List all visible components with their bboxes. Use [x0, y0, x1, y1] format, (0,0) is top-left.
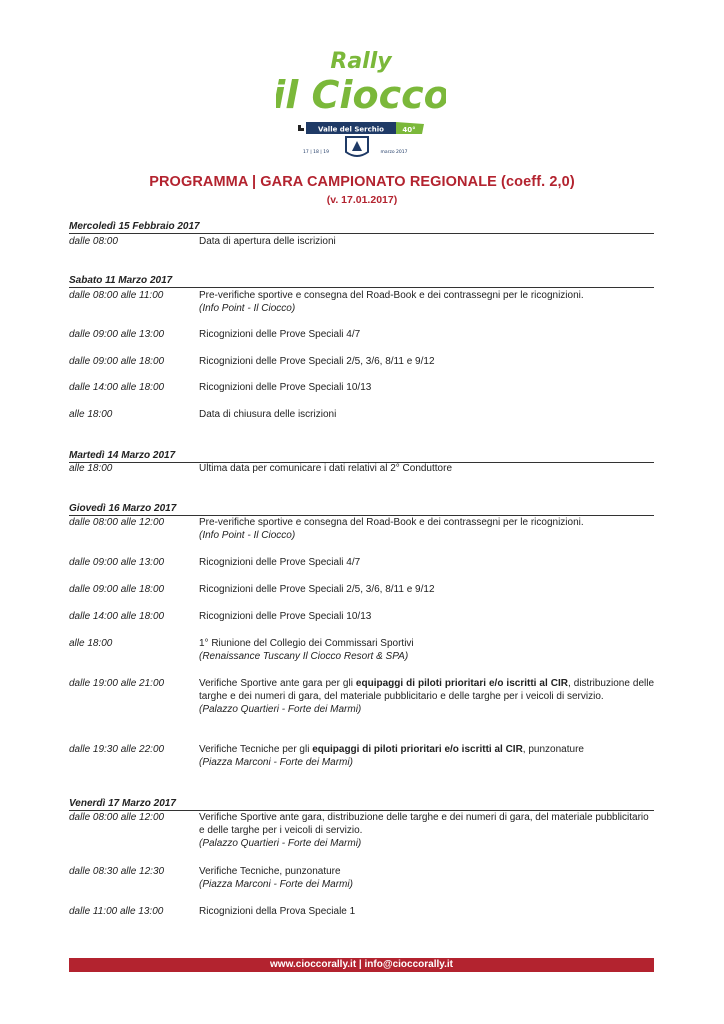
- logo-edition: 40°: [402, 126, 416, 134]
- row-time: dalle 08:00 alle 11:00: [69, 290, 164, 301]
- row-time: alle 18:00: [69, 638, 113, 649]
- row-time: dalle 11:00 alle 13:00: [69, 906, 164, 917]
- day-section: [69, 797, 654, 917]
- row-text-pre: Verifiche Tecniche per gli: [199, 744, 313, 755]
- row-time: dalle 09:00 alle 18:00: [69, 584, 165, 595]
- row-text: Ricognizioni delle Prove Speciali 10/13: [199, 611, 372, 622]
- row-text: Ricognizioni delle Prove Speciali 2/5, 3/6, 8/11 e 9/12: [199, 584, 435, 595]
- row-text-bold: equipaggi di piloti prioritari e/o iscritti al CIR: [355, 678, 568, 689]
- row-text-post: , punzonature: [522, 744, 584, 755]
- version-label: (v. 17.01.2017): [326, 194, 398, 206]
- logo-line2: il Ciocco: [276, 73, 446, 117]
- rally-logo: [276, 44, 446, 164]
- row-time: dalle 14:00 alle 18:00: [69, 382, 165, 393]
- row-text-bold: equipaggi di piloti prioritari e/o iscritti al CIR: [312, 744, 523, 755]
- row-place: (Piazza Marconi - Forte dei Marmi): [199, 757, 353, 769]
- row-time: dalle 08:30 alle 12:30: [69, 866, 165, 877]
- row-text: Ricognizioni delle Prove Speciali 2/5, 3/6, 8/11 e 9/12: [199, 356, 435, 367]
- row-text: Ultima data per comunicare i dati relativi al 2° Conduttore: [199, 463, 453, 474]
- row-place: (Palazzo Quartieri - Forte dei Marmi): [199, 838, 362, 850]
- row-time: dalle 09:00 alle 18:00: [69, 356, 165, 367]
- row-time: dalle 14:00 alle 18:00: [69, 611, 165, 622]
- row-place: (Renaissance Tuscany Il Ciocco Resort & SPA): [199, 651, 409, 663]
- row-time: dalle 19:30 alle 22:00: [69, 744, 165, 755]
- row-text-post: , distribuzione delle targhe e dei numeri di gara, del materiale pubblicitario e delle targhe per i veicoli di servizio.: [199, 678, 655, 703]
- row-text: 1° Riunione del Collegio dei Commissari Sportivi: [199, 638, 414, 649]
- day-section: [69, 274, 654, 420]
- row-time: dalle 19:00 alle 21:00: [69, 678, 165, 689]
- row-place: (Info Point - Il Ciocco): [199, 303, 296, 315]
- logo-dates-left: 17 | 18 | 19: [303, 150, 329, 155]
- row-place: (Palazzo Quartieri - Forte dei Marmi): [199, 704, 362, 716]
- day-heading: Sabato 11 Marzo 2017: [69, 274, 654, 288]
- day-heading: Giovedì 16 Marzo 2017: [69, 502, 654, 516]
- row-text-pre: Verifiche Sportive ante gara per gli: [199, 678, 356, 689]
- page-title: PROGRAMMA | GARA CAMPIONATO REGIONALE (coeff. 2,0): [149, 174, 575, 190]
- day-heading: Venerdì 17 Marzo 2017: [69, 797, 654, 811]
- logo-dates-right: marzo 2017: [380, 150, 408, 155]
- day-heading: Mercoledì 15 Febbraio 2017: [69, 220, 654, 234]
- footer-contacts[interactable]: www.cioccorally.it | info@cioccorally.it: [69, 958, 654, 972]
- day-section: [69, 220, 654, 247]
- row-text: Pre-verifiche sportive e consegna del Road-Book e dei contrassegni per le ricognizioni.: [199, 290, 584, 301]
- day-section: [69, 502, 655, 769]
- logo-banner-text: Valle del Serchio: [318, 125, 384, 134]
- row-time: dalle 08:00 alle 12:00: [69, 517, 165, 528]
- row-time: dalle 08:00: [69, 236, 118, 247]
- row-text: Ricognizioni delle Prove Speciali 4/7: [199, 329, 361, 340]
- day-heading: Martedì 14 Marzo 2017: [69, 449, 654, 463]
- row-text: Pre-verifiche sportive e consegna del Road-Book e dei contrassegni per le ricognizioni.: [199, 517, 584, 528]
- row-text: Ricognizioni delle Prove Speciali 4/7: [199, 557, 361, 568]
- row-time: dalle 09:00 alle 13:00: [69, 557, 165, 568]
- row-text: Data di apertura delle iscrizioni: [199, 236, 336, 247]
- row-time: alle 18:00: [69, 463, 113, 474]
- row-text: Ricognizioni della Prova Speciale 1: [199, 906, 356, 917]
- row-text: Verifiche Tecniche, punzonature: [199, 866, 341, 877]
- logo-line1: Rally: [330, 49, 392, 74]
- row-place: (Info Point - Il Ciocco): [199, 530, 296, 542]
- day-section: [69, 449, 654, 474]
- row-text: Ricognizioni delle Prove Speciali 10/13: [199, 382, 372, 393]
- row-text: Data di chiusura delle iscrizioni: [199, 409, 337, 420]
- row-time: dalle 09:00 alle 13:00: [69, 329, 165, 340]
- row-text: Verifiche Sportive ante gara, distribuzione delle targhe e dei numeri di gara, del materiale pubblicitario e delle targhe per i veicoli di servizio.: [199, 812, 649, 837]
- row-time: dalle 08:00 alle 12:00: [69, 812, 165, 823]
- row-time: alle 18:00: [69, 409, 113, 420]
- row-place: (Piazza Marconi - Forte dei Marmi): [199, 879, 353, 891]
